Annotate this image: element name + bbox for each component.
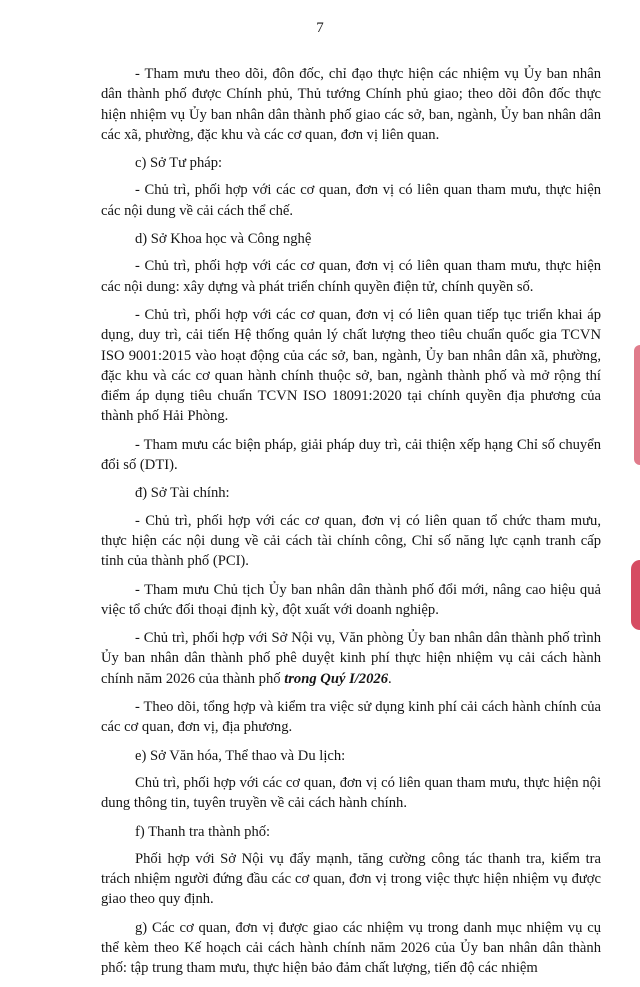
page-number: 7 [316, 20, 324, 36]
body-paragraph: - Chủ trì, phối hợp với các cơ quan, đơn vị có liên quan tổ chức tham mưu, thực hiện các nội dung về cải cách tài chính công, Chỉ số năng lực cạnh tranh cấp tỉnh của thành phố (PCI). [101, 512, 601, 570]
body-paragraph: Chủ trì, phối hợp với các cơ quan, đơn vị có liên quan tham mưu, thực hiện nội dung thông tin, tuyên truyền về cải cách hành chính. [101, 774, 601, 812]
body-paragraph: - Chủ trì, phối hợp với các cơ quan, đơn vị có liên quan tiếp tục triển khai áp dụng, duy trì, cải tiến Hệ thống quản lý chất lượng theo tiêu chuẩn quốc gia TCVN ISO 9001:2015 vào hoạt động của các sở, ban, ngành, Ủy ban nhân dân xã, phường, đặc khu và các cơ quan hành chính thuộc sở, ban, ngành thành phố và mở rộng thí điểm áp dụng tiêu chuẩn TCVN ISO 18091:2020 tại chính quyền địa phương của thành phố Hải Phòng. [101, 306, 601, 425]
red-stamp-edge [634, 345, 640, 465]
body-paragraph: - Chủ trì, phối hợp với các cơ quan, đơn vị có liên quan tham mưu, thực hiện các nội dung về cải cách thể chế. [101, 182, 601, 219]
section-heading: c) Sở Tư pháp: [135, 155, 223, 172]
section-heading: e) Sở Văn hóa, Thể thao và Du lịch: [135, 747, 346, 764]
body-paragraph: g) Các cơ quan, đơn vị được giao các nhiệm vụ trong danh mục nhiệm vụ cụ thể kèm theo Kế hoạch cải cách hành chính năm 2026 của Ủy ban nhân dân thành phố: tập trung tham mưu, thực hiện bảo đảm chất lượng, tiến độ các nhiệm [101, 919, 601, 977]
body-paragraph: - Tham mưu các biện pháp, giải pháp duy trì, cải thiện xếp hạng Chỉ số chuyển đổi số (DTI). [101, 436, 601, 474]
body-paragraph: - Theo dõi, tổng hợp và kiểm tra việc sử dụng kinh phí cải cách hành chính của các cơ quan, đơn vị, địa phương. [101, 699, 601, 736]
paragraph-text: - Chủ trì, phối hợp với Sở Nội vụ, Văn phòng Ủy ban nhân dân thành phố trình Ủy ban nhân dân thành phố phê duyệt kinh phí thực hiện nhiệm vụ cải cách hành chính năm 2026 của thành phố [101, 630, 601, 687]
document-body [101, 64, 601, 987]
red-seal-edge [631, 560, 640, 630]
section-heading: d) Sở Khoa học và Công nghệ [135, 231, 312, 248]
paragraph-text: . [388, 670, 392, 687]
section-heading: f) Thanh tra thành phố: [135, 823, 271, 840]
deadline-emphasis: trong Quý I/2026 [284, 670, 388, 687]
body-paragraph [101, 628, 601, 689]
body-paragraph: Phối hợp với Sở Nội vụ đẩy mạnh, tăng cường công tác thanh tra, kiểm tra trách nhiệm người đứng đầu các cơ quan, đơn vị trong việc thực hiện nhiệm vụ được giao theo quy định. [101, 850, 601, 908]
body-paragraph: - Chủ trì, phối hợp với các cơ quan, đơn vị có liên quan tham mưu, thực hiện các nội dung: xây dựng và phát triển chính quyền điện tử, chính quyền số. [101, 258, 601, 295]
section-heading: đ) Sở Tài chính: [135, 485, 230, 502]
body-paragraph: - Tham mưu theo dõi, đôn đốc, chỉ đạo thực hiện các nhiệm vụ Ủy ban nhân dân thành phố được Chính phủ, Thủ tướng Chính phủ giao; theo dõi đôn đốc thực hiện nhiệm vụ Ủy ban nhân dân thành phố giao các sở, ban, ngành, Ủy ban nhân dân các xã, phường, đặc khu và các cơ quan, đơn vị liên quan. [101, 66, 601, 143]
body-paragraph: - Tham mưu Chủ tịch Ủy ban nhân dân thành phố đổi mới, nâng cao hiệu quả việc tổ chức đối thoại định kỳ, đột xuất với doanh nghiệp. [101, 581, 601, 618]
